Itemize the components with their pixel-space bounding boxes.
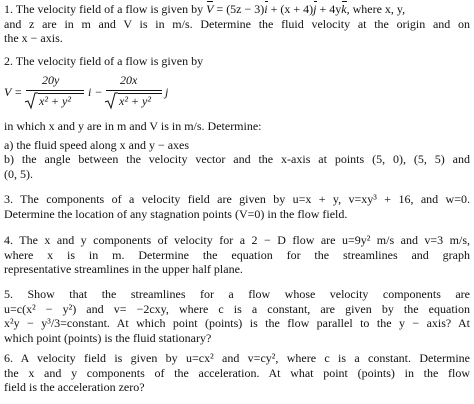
- problem-2-line-1: 2. The velocity field of a flow is given by: [4, 54, 204, 68]
- velocity-vector-symbol: V: [206, 2, 214, 16]
- fraction-1-numerator: 20y: [42, 73, 60, 87]
- fraction-2-bar: [106, 90, 162, 91]
- fraction-2-numerator: 20x: [120, 73, 138, 87]
- problem-4: [4, 233, 470, 277]
- problem-1-eq-part: + 4y: [316, 2, 342, 16]
- problem-6-line-1: 6. A velocity field is given by u=cx² and v=cy², where c is a constant. Determine: [4, 351, 470, 365]
- problem-6-line-2: the x and y components of the acceleration. At what point (points) in the flow: [4, 365, 470, 380]
- problem-1: [4, 2, 470, 46]
- unit-vector-i: i: [264, 2, 268, 16]
- equation-middle: i −: [88, 85, 103, 99]
- problem-2-determine: in which x and y are in m and V is in m/s. Determine:: [4, 119, 262, 133]
- problem-5-line-4: which point (points) is the fluid stationary?: [4, 330, 212, 345]
- problem-4-line-3: representative streamlines in the upper half plane.: [4, 262, 243, 276]
- problem-4-line-2: where x is in m. Determine the equation for the streamlines and graph: [4, 247, 470, 262]
- problem-1-eq-part: = (5z − 3): [213, 2, 265, 16]
- problem-4-line-1: 4. The x and y components of velocity for a 2 − D flow are u=9y² m/s and v=3 m/s,: [4, 233, 470, 247]
- problem-2-part-b-cont: (0, 5).: [4, 166, 33, 181]
- unit-vector-j: j: [313, 2, 317, 16]
- problem-1-line-3: the x − axis.: [4, 31, 63, 45]
- fraction-2-denominator: x² + y²: [119, 94, 151, 108]
- problem-5-line-1: 5. Show that the streamlines for a flow whose velocity components are: [4, 287, 470, 301]
- problem-3-line-2: Determine the location of any stagnation points (V=0) in the flow field.: [4, 206, 348, 221]
- problem-1-text: 1. The velocity field of a flow is given by: [4, 2, 207, 16]
- problem-5-line-3: x²y − y³/3=constant. At which point (points) is the flow parallel to the y − axis? At: [4, 316, 470, 330]
- problem-1-eq-part: + (x + 4): [267, 2, 314, 16]
- problem-6: [4, 351, 470, 395]
- equation-lhs: V =: [4, 85, 23, 99]
- problem-1-text: , where x, y,: [346, 2, 406, 16]
- unit-vector-k: k: [341, 2, 347, 16]
- problem-6-line-3: field is the acceleration zero?: [4, 380, 145, 394]
- problem-1-line-2: and z are in m and V is in m/s. Determine the fluid velocity at the origin and on: [4, 16, 470, 31]
- problem-2-equation: [4, 72, 470, 112]
- equation-end: j: [165, 85, 169, 99]
- fraction-1-denominator: x² + y²: [39, 94, 71, 108]
- problem-2-body: [4, 119, 470, 181]
- problem-5-line-2: u=c(x² − y²) and v= −2cxy, where c is a constant, are given by the equation: [4, 301, 470, 316]
- problem-3: [4, 192, 470, 221]
- problem-2-part-a: a) the fluid speed along x and y − axes: [4, 137, 190, 152]
- fraction-1-bar: [26, 90, 84, 91]
- problem-5: [4, 287, 470, 345]
- problem-1-line-1: [4, 2, 470, 17]
- problem-3-line-1: 3. The components of a velocity field are given by u=x + y, v=xy³ + 16, and w=0.: [4, 192, 470, 206]
- sqrt-sign-1: [24, 92, 38, 110]
- problem-2-part-b: b) the angle between the velocity vector and the x-axis at points (5, 0), (5, 5) and: [4, 152, 470, 166]
- sqrt-sign-2: [104, 92, 118, 110]
- problem-2-intro: [4, 54, 470, 69]
